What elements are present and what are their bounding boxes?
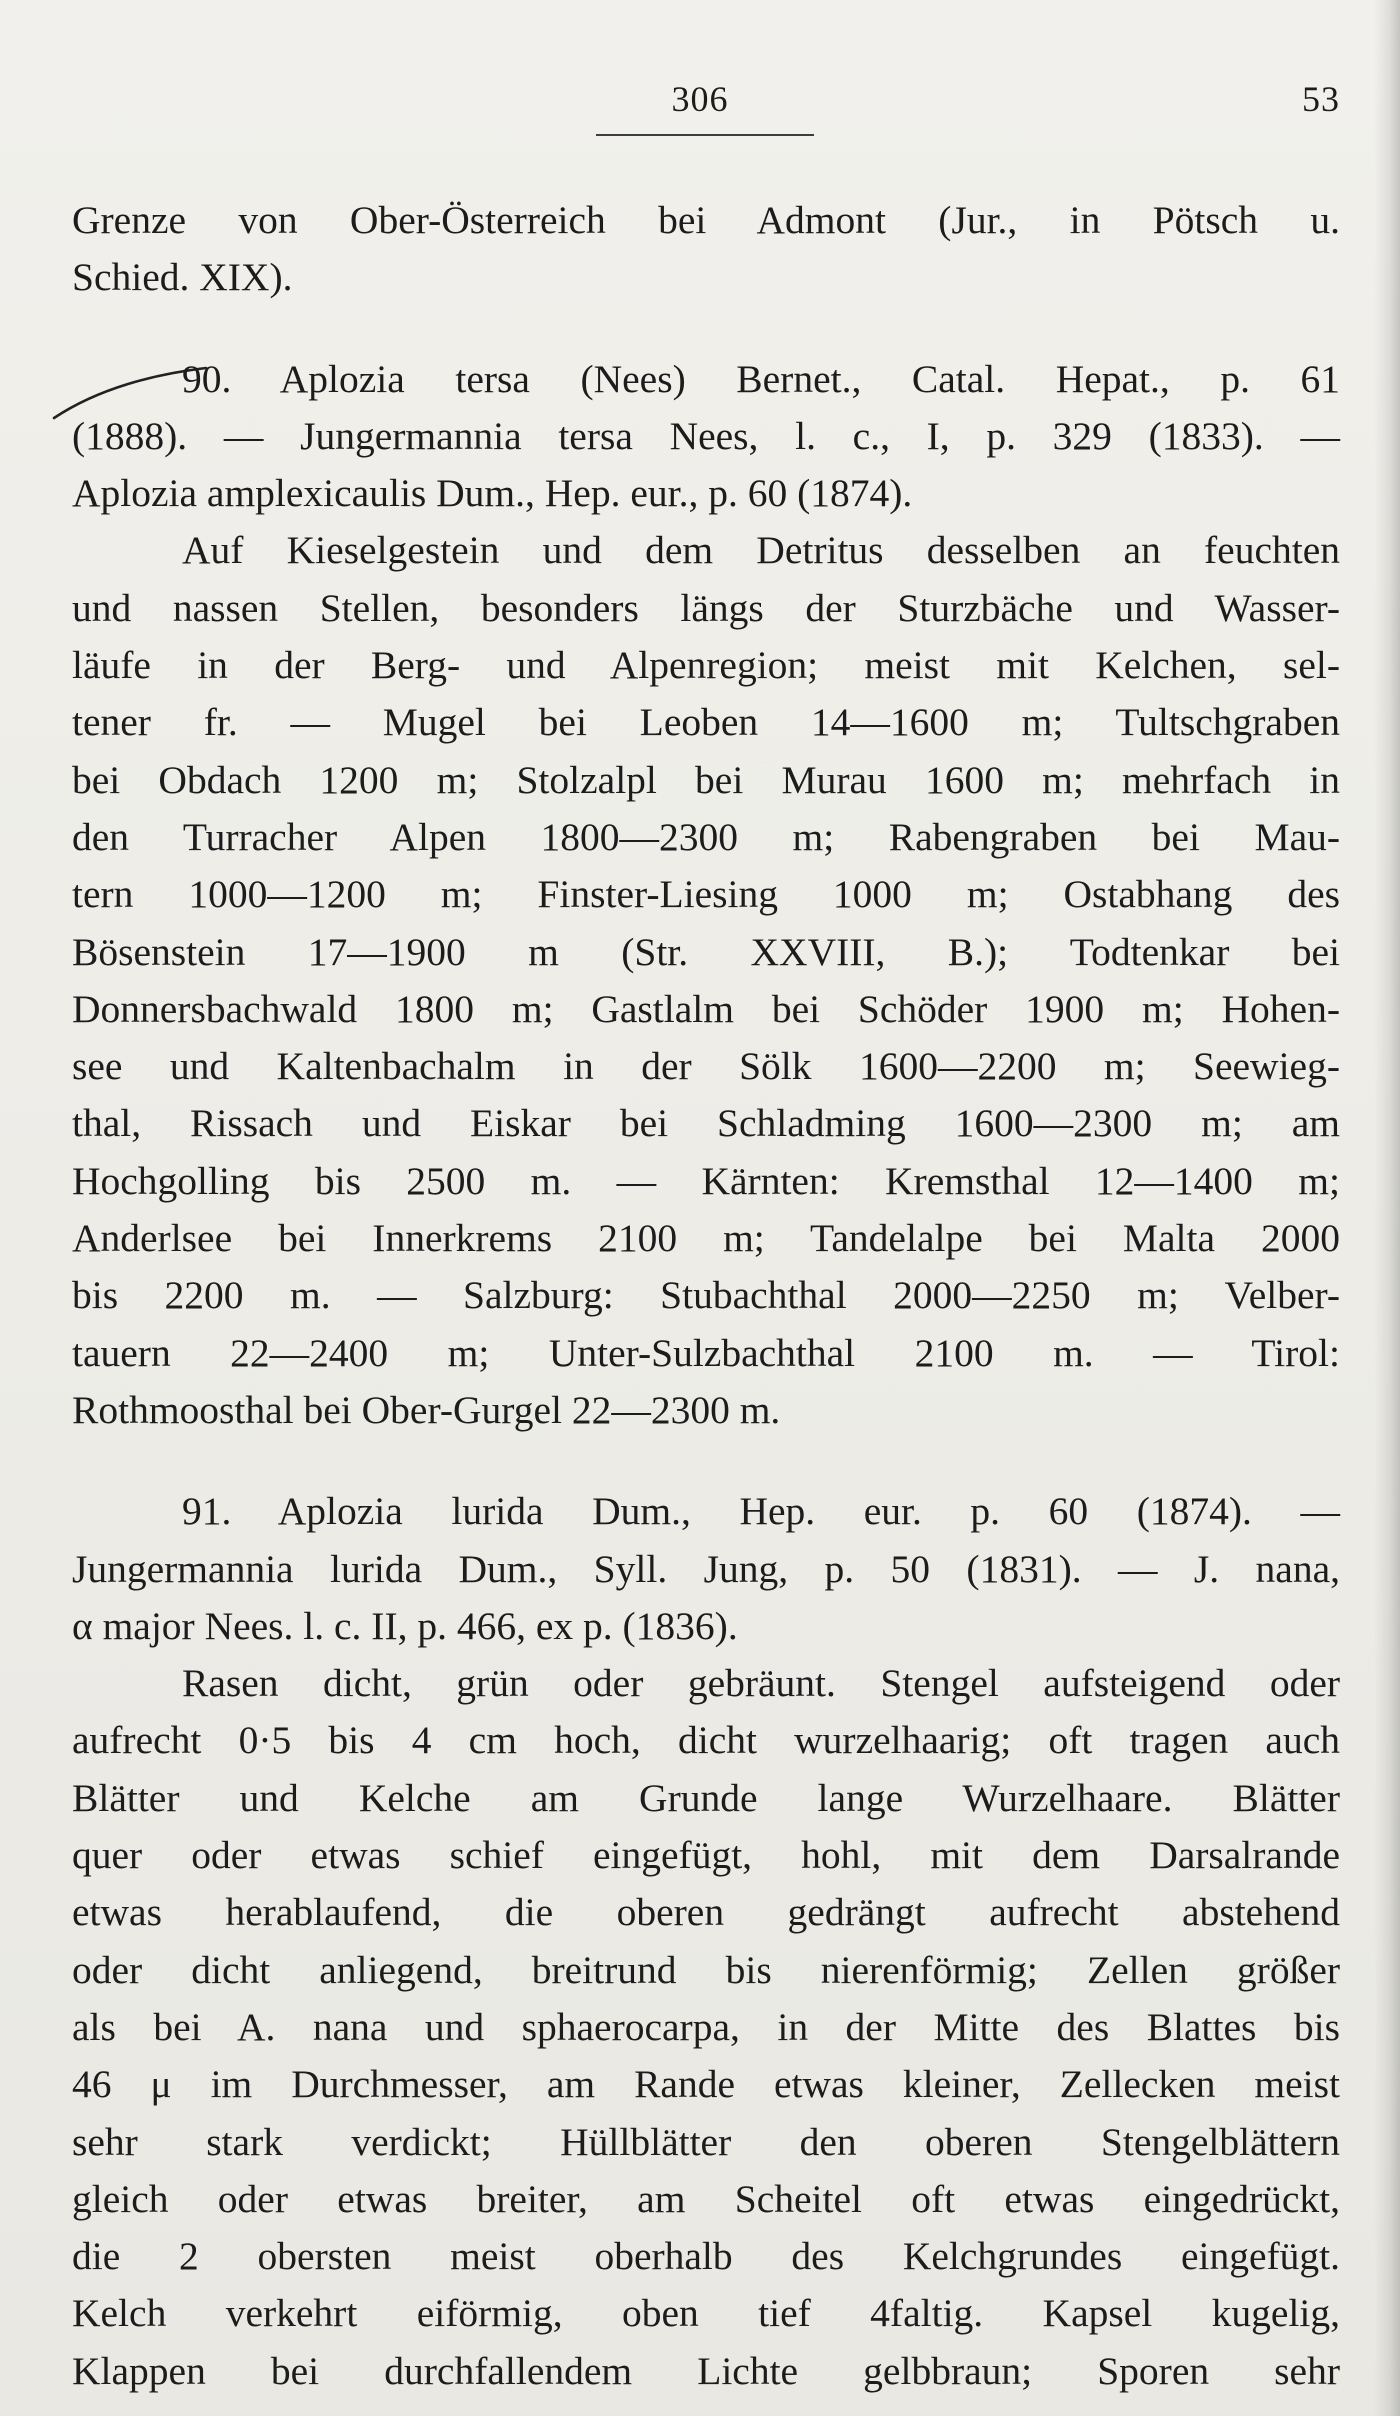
header-rule bbox=[596, 134, 814, 136]
text-line: tern 1000—1200 m; Finster-Liesing 1000 m; Ostabhang des bbox=[72, 872, 1340, 917]
text-line: (1888). — Jungermannia tersa Nees, l. c., I, p. 329 (1833). — bbox=[72, 413, 1340, 458]
text-line: Jungermannia lurida Dum., Syll. Jung, p. 50 (1831). — J. nana, bbox=[72, 1546, 1340, 1591]
text-line: Hochgolling bis 2500 m. — Kärnten: Kremsthal 12—1400 m; bbox=[72, 1158, 1340, 1203]
text-line: Aplozia amplexicaulis Dum., Hep. eur., p. 60 (1874). bbox=[72, 471, 913, 516]
page-number-right: 53 bbox=[1302, 79, 1340, 119]
entry-heading-91: 91. Aplozia lurida Dum., Hep. eur. p. 60 (1874). — bbox=[182, 1489, 1340, 1534]
text-line: thal, Rissach und Eiskar bei Schladming 1600—2300 m; am bbox=[72, 1101, 1340, 1146]
text-line: 46 μ im Durchmesser, am Rande etwas kleiner, Zellecken meist bbox=[72, 2062, 1340, 2107]
text-line: läufe in der Berg- und Alpenregion; meist mit Kelchen, sel- bbox=[72, 643, 1340, 688]
text-line: see und Kaltenbachalm in der Sölk 1600—2200 m; Seewieg- bbox=[72, 1044, 1340, 1089]
page-edge-shadow bbox=[1374, 0, 1400, 2416]
body-text bbox=[72, 192, 1340, 2400]
text-line: aufrecht 0·5 bis 4 cm hoch, dicht wurzelhaarig; oft tragen auch bbox=[72, 1718, 1340, 1763]
text-line: Schied. XIX). bbox=[72, 255, 293, 300]
text-line: Klappen bei durchfallendem Lichte gelbbraun; Sporen sehr bbox=[72, 2348, 1340, 2393]
entry-heading-90: 90. Aplozia tersa (Nees) Bernet., Catal. Hepat., p. 61 bbox=[182, 356, 1340, 401]
text-line: oder dicht anliegend, breitrund bis nierenförmig; Zellen größer bbox=[72, 1947, 1340, 1992]
text-line: und nassen Stellen, besonders längs der Sturzbäche und Wasser- bbox=[72, 585, 1340, 630]
text-line: etwas herablaufend, die oberen gedrängt aufrecht abstehend bbox=[72, 1890, 1340, 1935]
page-number-center: 306 bbox=[671, 79, 729, 119]
text-line: bis 2200 m. — Salzburg: Stubachthal 2000—2250 m; Velber- bbox=[72, 1273, 1340, 1318]
text-line: tauern 22—2400 m; Unter-Sulzbachthal 2100 m. — Tirol: bbox=[72, 1330, 1340, 1375]
text-line: tener fr. — Mugel bei Leoben 14—1600 m; Tultschgraben bbox=[72, 700, 1340, 745]
text-line: Grenze von Ober-Österreich bei Admont (Jur., in Pötsch u. bbox=[72, 198, 1340, 242]
text-line: den Turracher Alpen 1800—2300 m; Rabengraben bei Mau- bbox=[72, 814, 1340, 859]
paragraph-gap bbox=[72, 1439, 1340, 1483]
text-line: α major Nees. l. c. II, p. 466, ex p. (1836). bbox=[72, 1603, 738, 1648]
text-line: Blätter und Kelche am Grunde lange Wurzelhaare. Blätter bbox=[72, 1775, 1340, 1820]
text-line: gleich oder etwas breiter, am Scheitel oft etwas eingedrückt, bbox=[72, 2176, 1340, 2221]
text-line: sehr stark verdickt; Hüllblätter den oberen Stengelblättern bbox=[72, 2119, 1340, 2164]
text-line: Rasen dicht, grün oder gebräunt. Stengel aufsteigend oder bbox=[182, 1661, 1340, 1706]
text-line: Anderlsee bei Innerkrems 2100 m; Tandelalpe bei Malta 2000 bbox=[72, 1216, 1340, 1261]
text-line: quer oder etwas schief eingefügt, hohl, mit dem Darsalrande bbox=[72, 1833, 1340, 1878]
text-line: die 2 obersten meist oberhalb des Kelchgrundes eingefügt. bbox=[72, 2234, 1340, 2279]
text-line: bei Obdach 1200 m; Stolzalpl bei Murau 1600 m; mehrfach in bbox=[72, 757, 1340, 802]
text-line: Auf Kieselgestein und dem Detritus desselben an feuchten bbox=[182, 528, 1340, 573]
text-line: Rothmoosthal bei Ober-Gurgel 22—2300 m. bbox=[72, 1387, 781, 1432]
text-line: Donnersbachwald 1800 m; Gastlalm bei Schöder 1900 m; Hohen- bbox=[72, 986, 1340, 1031]
text-line: Bösenstein 17—1900 m (Str. XXVIII, B.); Todtenkar bei bbox=[72, 929, 1340, 974]
page-header bbox=[0, 78, 1400, 138]
text-line: Kelch verkehrt eiförmig, oben tief 4faltig. Kapsel kugelig, bbox=[72, 2291, 1340, 2336]
paragraph-gap bbox=[72, 307, 1340, 351]
text-line: als bei A. nana und sphaerocarpa, in der Mitte des Blattes bis bbox=[72, 2004, 1340, 2049]
